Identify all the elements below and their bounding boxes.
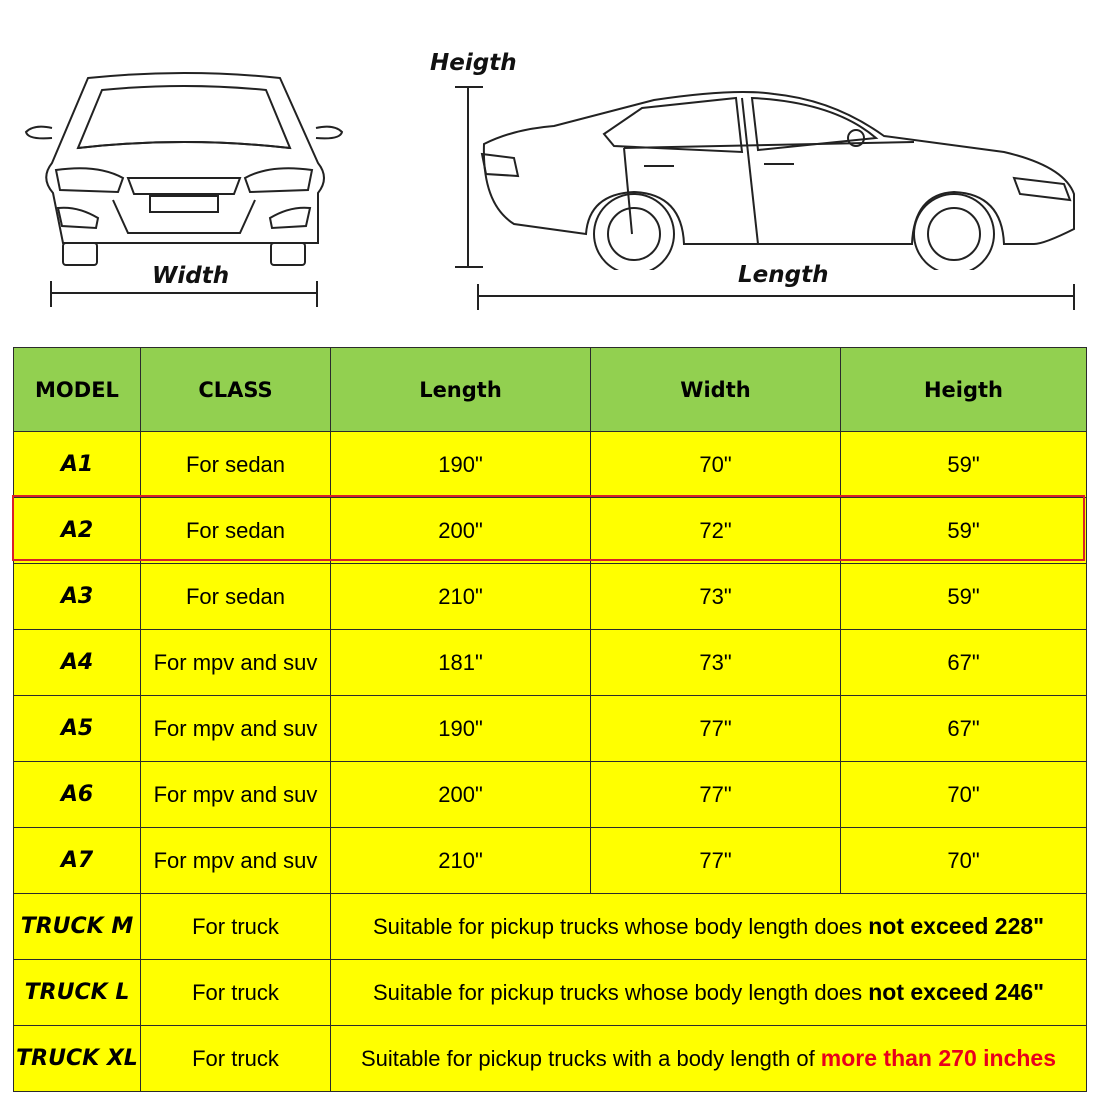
- table-row: [14, 762, 1087, 828]
- truck-note-emphasis: not exceed 228": [868, 913, 1045, 939]
- height-cell: 59": [841, 564, 1087, 630]
- model-cell: TRUCK L: [14, 960, 141, 1026]
- width-cell: 73": [591, 630, 841, 696]
- length-cell: 181": [331, 630, 591, 696]
- model-cell: A2: [14, 498, 141, 564]
- height-dimension-line: [467, 87, 469, 267]
- column-header-height: Heigth: [841, 348, 1087, 432]
- truck-note-text: Suitable for pickup trucks whose body length does: [372, 914, 869, 939]
- truck-note-cell: [331, 960, 1087, 1026]
- truck-note-text: Suitable for pickup trucks with a body length of: [360, 1046, 821, 1071]
- length-dimension-line: [477, 295, 1075, 297]
- width-cell: 77": [591, 762, 841, 828]
- class-cell: For mpv and suv: [141, 630, 331, 696]
- height-cell: 59": [841, 498, 1087, 564]
- model-cell: A7: [14, 828, 141, 894]
- model-cell: TRUCK XL: [14, 1026, 141, 1092]
- height-cell: 59": [841, 432, 1087, 498]
- length-dimension-tick-left: [477, 284, 479, 310]
- class-cell: For sedan: [141, 432, 331, 498]
- model-cell: A6: [14, 762, 141, 828]
- class-cell: For truck: [141, 1026, 331, 1092]
- width-cell: 72": [591, 498, 841, 564]
- column-header-width: Width: [591, 348, 841, 432]
- table-row-truck: [14, 960, 1087, 1026]
- class-cell: For sedan: [141, 564, 331, 630]
- model-cell: A4: [14, 630, 141, 696]
- model-cell: A5: [14, 696, 141, 762]
- width-cell: 70": [591, 432, 841, 498]
- car-front-view-icon: [18, 68, 350, 274]
- truck-note-emphasis: more than 270 inches: [820, 1045, 1056, 1071]
- model-cell: A3: [14, 564, 141, 630]
- length-cell: 200": [331, 498, 591, 564]
- width-cell: 73": [591, 564, 841, 630]
- length-cell: 190": [331, 432, 591, 498]
- height-cell: 70": [841, 762, 1087, 828]
- table-row-truck: [14, 894, 1087, 960]
- width-cell: 77": [591, 828, 841, 894]
- length-cell: 210": [331, 828, 591, 894]
- car-side-view-icon: [474, 84, 1080, 270]
- length-cell: 200": [331, 762, 591, 828]
- table-header-row: [14, 348, 1087, 432]
- truck-note-cell: [331, 894, 1087, 960]
- class-cell: For mpv and suv: [141, 762, 331, 828]
- length-dimension-tick-right: [1073, 284, 1075, 310]
- length-cell: 210": [331, 564, 591, 630]
- width-dimension-tick-left: [50, 281, 52, 307]
- width-dimension-tick-right: [316, 281, 318, 307]
- height-cell: 67": [841, 696, 1087, 762]
- model-cell: A1: [14, 432, 141, 498]
- table-row-truck: [14, 1026, 1087, 1092]
- truck-note-text: Suitable for pickup trucks whose body length does: [372, 980, 869, 1005]
- width-label: Width: [152, 263, 230, 289]
- truck-note-cell: [331, 1026, 1087, 1092]
- length-label: Length: [738, 262, 829, 288]
- height-label: Heigth: [430, 50, 517, 76]
- truck-note-emphasis: not exceed 246": [868, 979, 1045, 1005]
- class-cell: For truck: [141, 894, 331, 960]
- height-cell: 67": [841, 630, 1087, 696]
- column-header-length: Length: [331, 348, 591, 432]
- size-chart-table: [13, 347, 1087, 1092]
- table-row: [14, 432, 1087, 498]
- height-cell: 70": [841, 828, 1087, 894]
- length-cell: 190": [331, 696, 591, 762]
- table-row: [14, 630, 1087, 696]
- column-header-class: CLASS: [141, 348, 331, 432]
- class-cell: For sedan: [141, 498, 331, 564]
- width-dimension-line: [50, 292, 318, 294]
- table-row: [14, 828, 1087, 894]
- class-cell: For truck: [141, 960, 331, 1026]
- table-row: [14, 564, 1087, 630]
- column-header-model: MODEL: [14, 348, 141, 432]
- class-cell: For mpv and suv: [141, 828, 331, 894]
- width-cell: 77": [591, 696, 841, 762]
- table-row-highlighted: [14, 498, 1087, 564]
- table-row: [14, 696, 1087, 762]
- model-cell: TRUCK M: [14, 894, 141, 960]
- class-cell: For mpv and suv: [141, 696, 331, 762]
